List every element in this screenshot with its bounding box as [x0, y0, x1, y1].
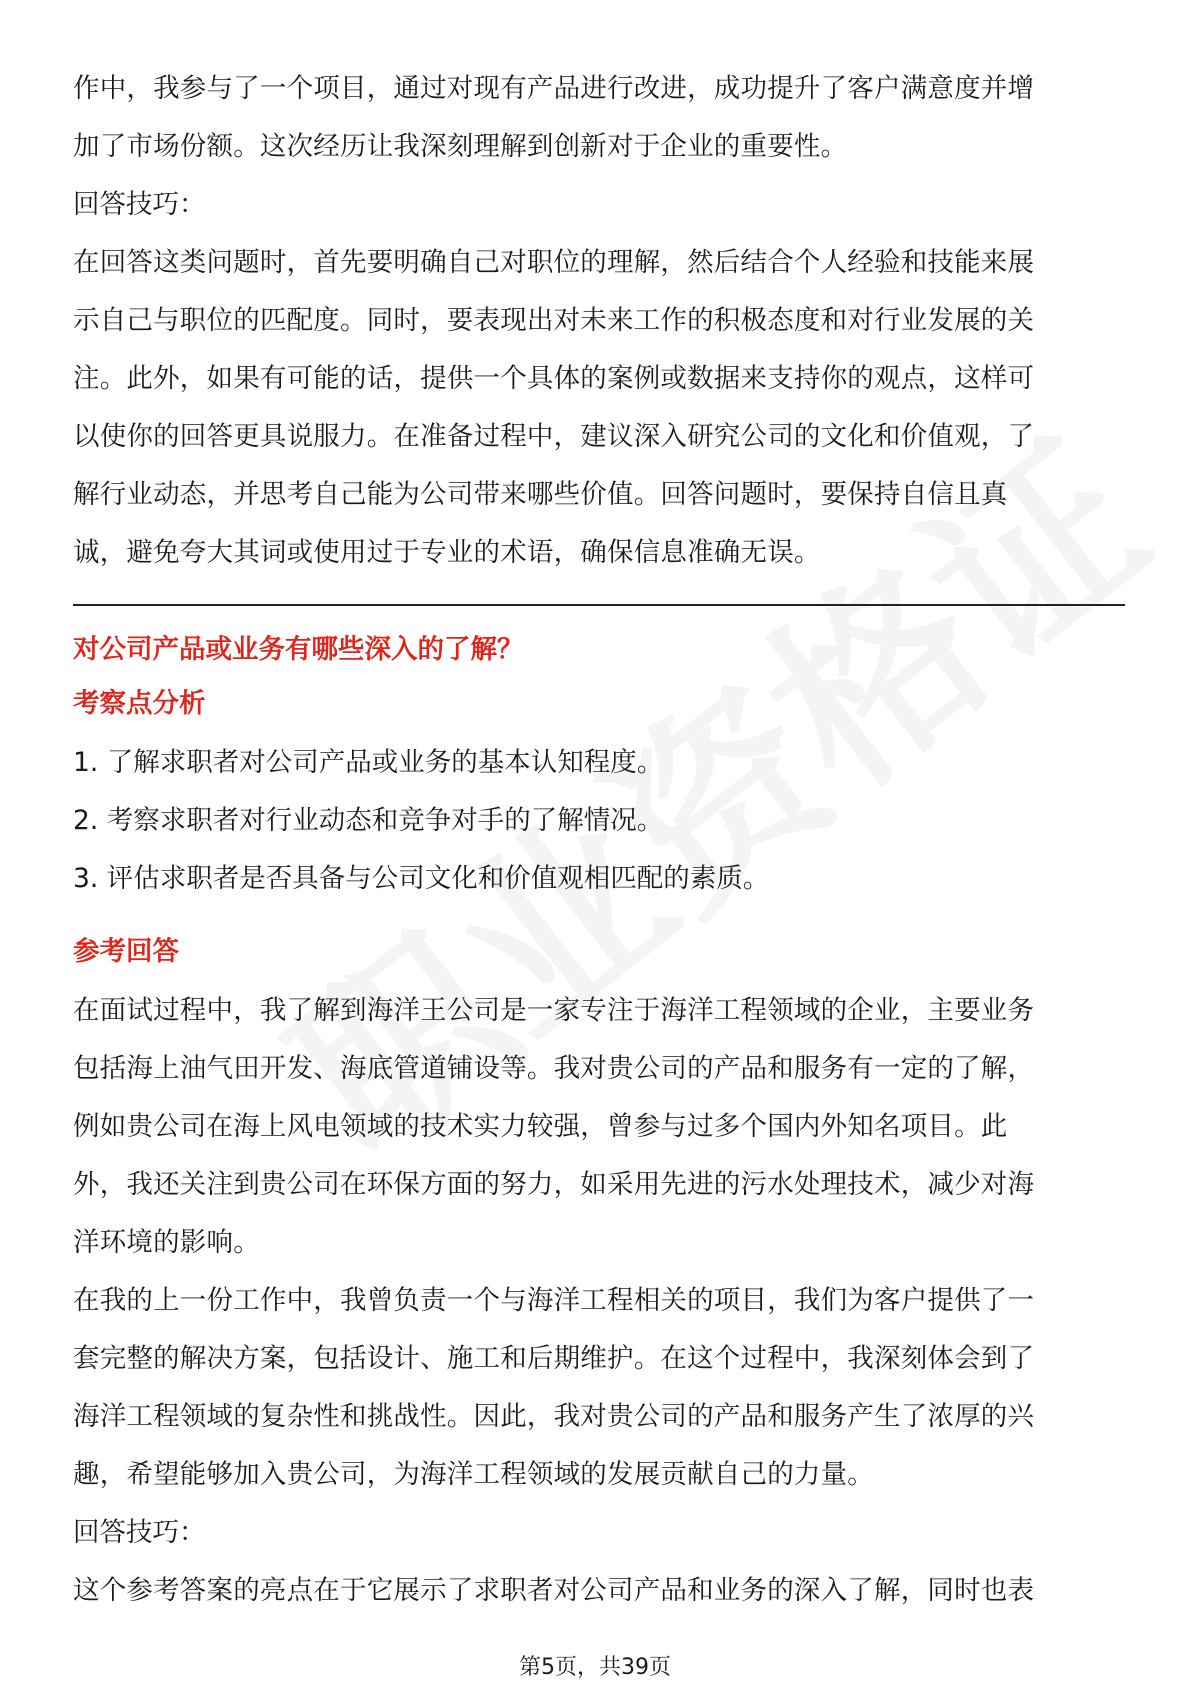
text-line: 在我的上一份工作中，我曾负责一个与海洋工程相关的项目，我们为客户提供了一	[73, 1285, 1035, 1316]
text-line: 作中，我参与了一个项目，通过对现有产品进行改进，成功提升了客户满意度并增	[73, 73, 1035, 104]
document-page	[73, 60, 1125, 1620]
text-line: 包括海上油气田开发、海底管道铺设等。我对贵公司的产品和服务有一定的了解，	[73, 1053, 1035, 1084]
text-line: 趣，希望能够加入贵公司，为海洋工程领域的发展贡献自己的力量。	[73, 1459, 874, 1490]
text-line: 这个参考答案的亮点在于它展示了求职者对公司产品和业务的深入了解，同时也表	[73, 1575, 1035, 1606]
text-line: 海洋工程领域的复杂性和挑战性。因此，我对贵公司的产品和服务产生了浓厚的兴	[73, 1401, 1035, 1432]
list-item: 3. 评估求职者是否具备与公司文化和价值观相匹配的素质。	[73, 863, 770, 894]
list-item: 1. 了解求职者对公司产品或业务的基本认知程度。	[73, 747, 664, 778]
text-line: 解行业动态，并思考自己能为公司带来哪些价值。回答问题时，要保持自信且真	[73, 479, 1008, 510]
tips-body	[73, 234, 1125, 582]
text-line: 在回答这类问题时，首先要明确自己对职位的理解，然后结合个人经验和技能来展	[73, 247, 1035, 278]
reference-paragraph-2	[73, 1272, 1125, 1504]
section-divider	[73, 604, 1125, 606]
analysis-heading: 考察点分析	[73, 688, 206, 719]
text-line: 在面试过程中，我了解到海洋王公司是一家专注于海洋工程领域的企业，主要业务	[73, 995, 1035, 1026]
reference-heading: 参考回答	[73, 936, 179, 967]
text-line: 以使你的回答更具说服力。在准备过程中，建议深入研究公司的文化和价值观，了	[73, 421, 1035, 452]
page-footer: 第5页，共39页	[519, 1655, 671, 1680]
text-line: 洋环境的影响。	[73, 1227, 260, 1258]
text-line: 加了市场份额。这次经历让我深刻理解到创新对于企业的重要性。	[73, 131, 848, 162]
reference-paragraph-1	[73, 982, 1125, 1272]
list-item: 2. 考察求职者对行业动态和竞争对手的了解情况。	[73, 805, 664, 836]
tips-body	[73, 1562, 1125, 1620]
text-line: 示自己与职位的匹配度。同时，要表现出对未来工作的积极态度和对行业发展的关	[73, 305, 1035, 336]
text-line: 外，我还关注到贵公司在环保方面的努力，如采用先进的污水处理技术，减少对海	[73, 1169, 1035, 1200]
analysis-points	[73, 734, 1125, 908]
text-line: 诚，避免夸大其词或使用过于专业的术语，确保信息准确无误。	[73, 537, 821, 568]
intro-continuation	[73, 60, 1125, 176]
text-line: 例如贵公司在海上风电领域的技术实力较强，曾参与过多个国内外知名项目。此	[73, 1111, 1008, 1142]
tips-label: 回答技巧：	[73, 1517, 206, 1548]
text-line: 套完整的解决方案，包括设计、施工和后期维护。在这个过程中，我深刻体会到了	[73, 1343, 1035, 1374]
tips-label: 回答技巧：	[73, 189, 206, 220]
question-heading: 对公司产品或业务有哪些深入的了解？	[73, 634, 524, 665]
text-line: 注。此外，如果有可能的话，提供一个具体的案例或数据来支持你的观点，这样可	[73, 363, 1035, 394]
